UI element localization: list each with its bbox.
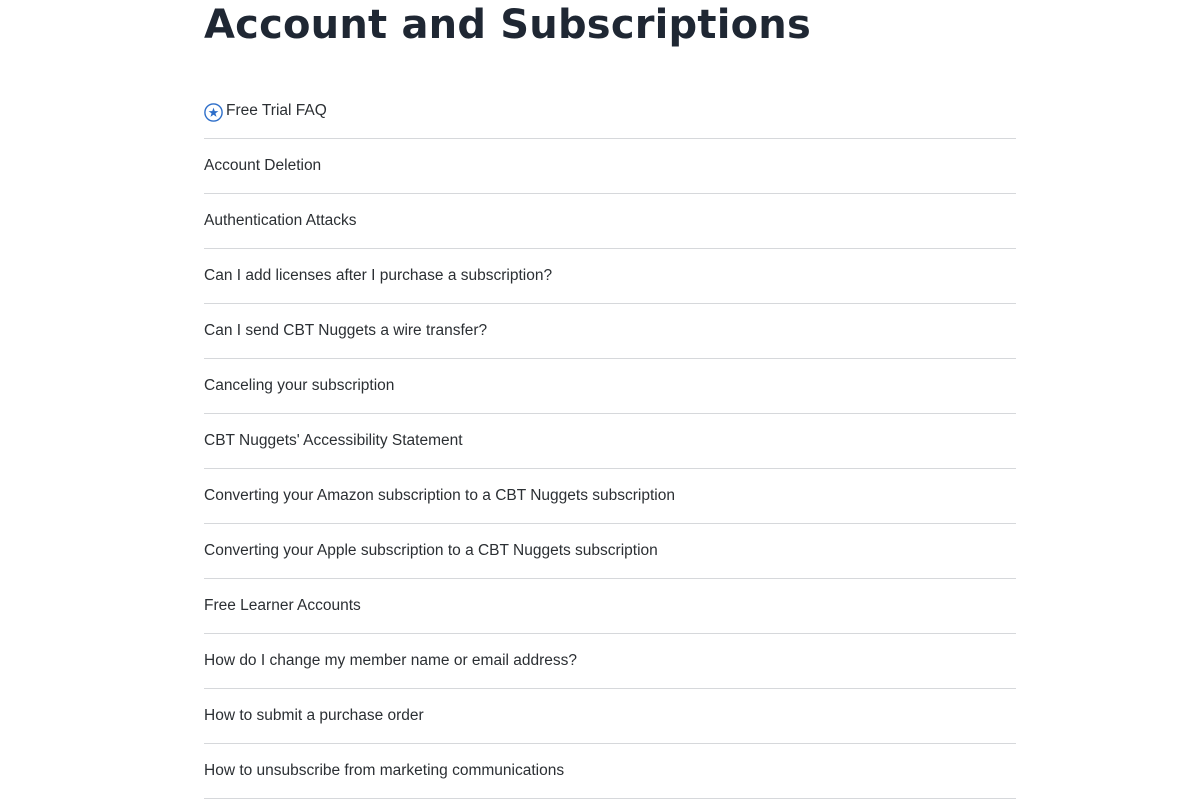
article-link-unsubscribe-marketing[interactable]: How to unsubscribe from marketing communications — [204, 762, 565, 779]
article-item — [204, 359, 1016, 414]
article-link-authentication-attacks[interactable]: Authentication Attacks — [204, 212, 357, 229]
article-link-wire-transfer[interactable]: Can I send CBT Nuggets a wire transfer? — [204, 322, 488, 339]
article-item — [204, 469, 1016, 524]
article-link-canceling-subscription[interactable]: Canceling your subscription — [204, 377, 395, 394]
article-link-free-learner-accounts[interactable]: Free Learner Accounts — [204, 597, 361, 614]
article-item-free-trial-faq — [204, 84, 1016, 139]
article-item — [204, 304, 1016, 359]
article-list — [204, 84, 1016, 799]
article-link-apple-conversion[interactable]: Converting your Apple subscription to a CBT Nuggets subscription — [204, 542, 658, 559]
page-title: Account and Subscriptions — [204, 2, 811, 48]
article-link-purchase-order[interactable]: How to submit a purchase order — [204, 707, 424, 724]
article-link-account-deletion[interactable]: Account Deletion — [204, 157, 322, 174]
article-link-add-licenses[interactable]: Can I add licenses after I purchase a subscription? — [204, 267, 553, 284]
article-item — [204, 579, 1016, 634]
article-label: Free Trial FAQ — [226, 102, 327, 119]
article-item — [204, 194, 1016, 249]
article-item — [204, 139, 1016, 194]
article-item — [204, 689, 1016, 744]
article-link-accessibility-statement[interactable]: CBT Nuggets' Accessibility Statement — [204, 432, 463, 449]
star-badge-icon — [204, 103, 223, 122]
article-link-amazon-conversion[interactable]: Converting your Amazon subscription to a CBT Nuggets subscription — [204, 487, 675, 504]
main-content — [204, 0, 1016, 779]
article-link-change-member-name[interactable]: How do I change my member name or email address? — [204, 652, 578, 669]
article-link-free-trial-faq[interactable] — [204, 101, 327, 122]
article-item — [204, 524, 1016, 579]
article-item — [204, 744, 1016, 799]
article-item — [204, 249, 1016, 304]
article-item — [204, 414, 1016, 469]
article-item — [204, 634, 1016, 689]
